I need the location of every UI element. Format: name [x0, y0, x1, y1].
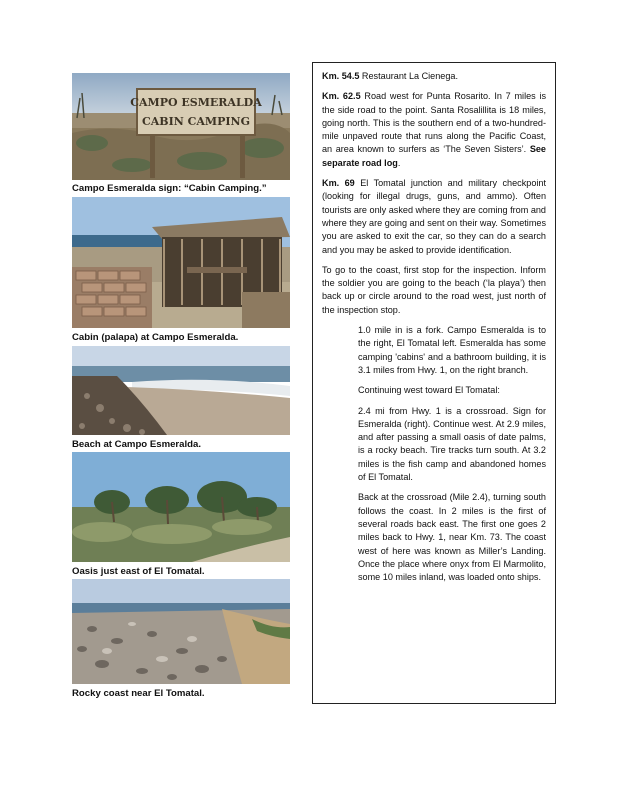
- caption-oasis-el-tomatal: Oasis just east of El Tomatal.: [72, 566, 205, 577]
- caption-campo-esmeralda-sign: Campo Esmeralda sign: “Cabin Camping.”: [72, 183, 267, 194]
- road-log-fork: 1.0 mile in is a fork. Campo Esmeralda is to the right, El Tomatal left. Esmeralda has some camping 'cabins' and a bathroom building, it is 3.1 miles from Hwy. 1, on the right branch.: [358, 325, 546, 375]
- road-log-coast-directions: To go to the coast, first stop for the inspection. Inform the soldier you are going to the beach (‘la playa’) then back up or circle around to the road west, just north of the inspection stop.: [322, 264, 546, 315]
- caption-beach-campo-esmeralda: Beach at Campo Esmeralda.: [72, 439, 202, 450]
- photo-rocky-coast-el-tomatal: [72, 579, 290, 684]
- road-log-km-69: Km. 69 El Tomatal junction and military checkpoint (looking for illegal drugs, guns, and ammo). Often tourists are only asked where they are coming from and where they are going and sent on their way. Sometimes you are asked to exit the car, so they can do a search and you may be asked to provide identification.: [322, 178, 546, 255]
- road-log-km-54-5: Km. 54.5 Restaurant La Cienega.: [322, 71, 458, 81]
- photo-campo-esmeralda-sign: [72, 73, 290, 180]
- sign-line-1: CAMPO ESMERALDA: [130, 96, 262, 109]
- road-log-crossroad: 2.4 mi from Hwy. 1 is a crossroad. Sign for Esmeralda (right). Continue west. At 2.9 miles, and after passing a small oasis of date palms, is a rocky beach. Tire tracks turn south. At 3.2 miles is the fish camp and abandoned homes of El Tomatal.: [358, 405, 546, 483]
- photo-beach-campo-esmeralda: [72, 346, 290, 435]
- sign-line-2: CABIN CAMPING: [142, 115, 250, 128]
- road-log-south-coast: Back at the crossroad (Mile 2.4), turning south follows the coast. In 2 miles is the first of several roads back east. The first one goes 2 miles back to Hwy. 1, near Km. 73. The coast west of here was known as Miller’s Landing. Once the place where onyx from El Marmolito, some 10 miles inland, was loaded onto ships.: [358, 492, 546, 583]
- road-log-box: [312, 62, 556, 704]
- caption-rocky-coast-el-tomatal: Rocky coast near El Tomatal.: [72, 688, 205, 699]
- photo-oasis-el-tomatal: [72, 452, 290, 562]
- photo-cabin-palapa: [72, 197, 290, 328]
- caption-cabin-palapa: Cabin (palapa) at Campo Esmeralda.: [72, 332, 239, 343]
- see-separate-road-log: See separate road log: [322, 144, 546, 168]
- road-log-km-62-5: Km. 62.5 Road west for Punta Rosarito. In 7 miles is the side road to the point. Santa Rosalillita is 18 miles, going north. This is the southern end of a two-hundred-mile unpaved route that runs along the Pacific Coast, an area known to surfers as ‘The Seven Sisters’. See separate road log.: [322, 91, 547, 168]
- road-log-continuing-west: Continuing west toward El Tomatal:: [358, 385, 500, 396]
